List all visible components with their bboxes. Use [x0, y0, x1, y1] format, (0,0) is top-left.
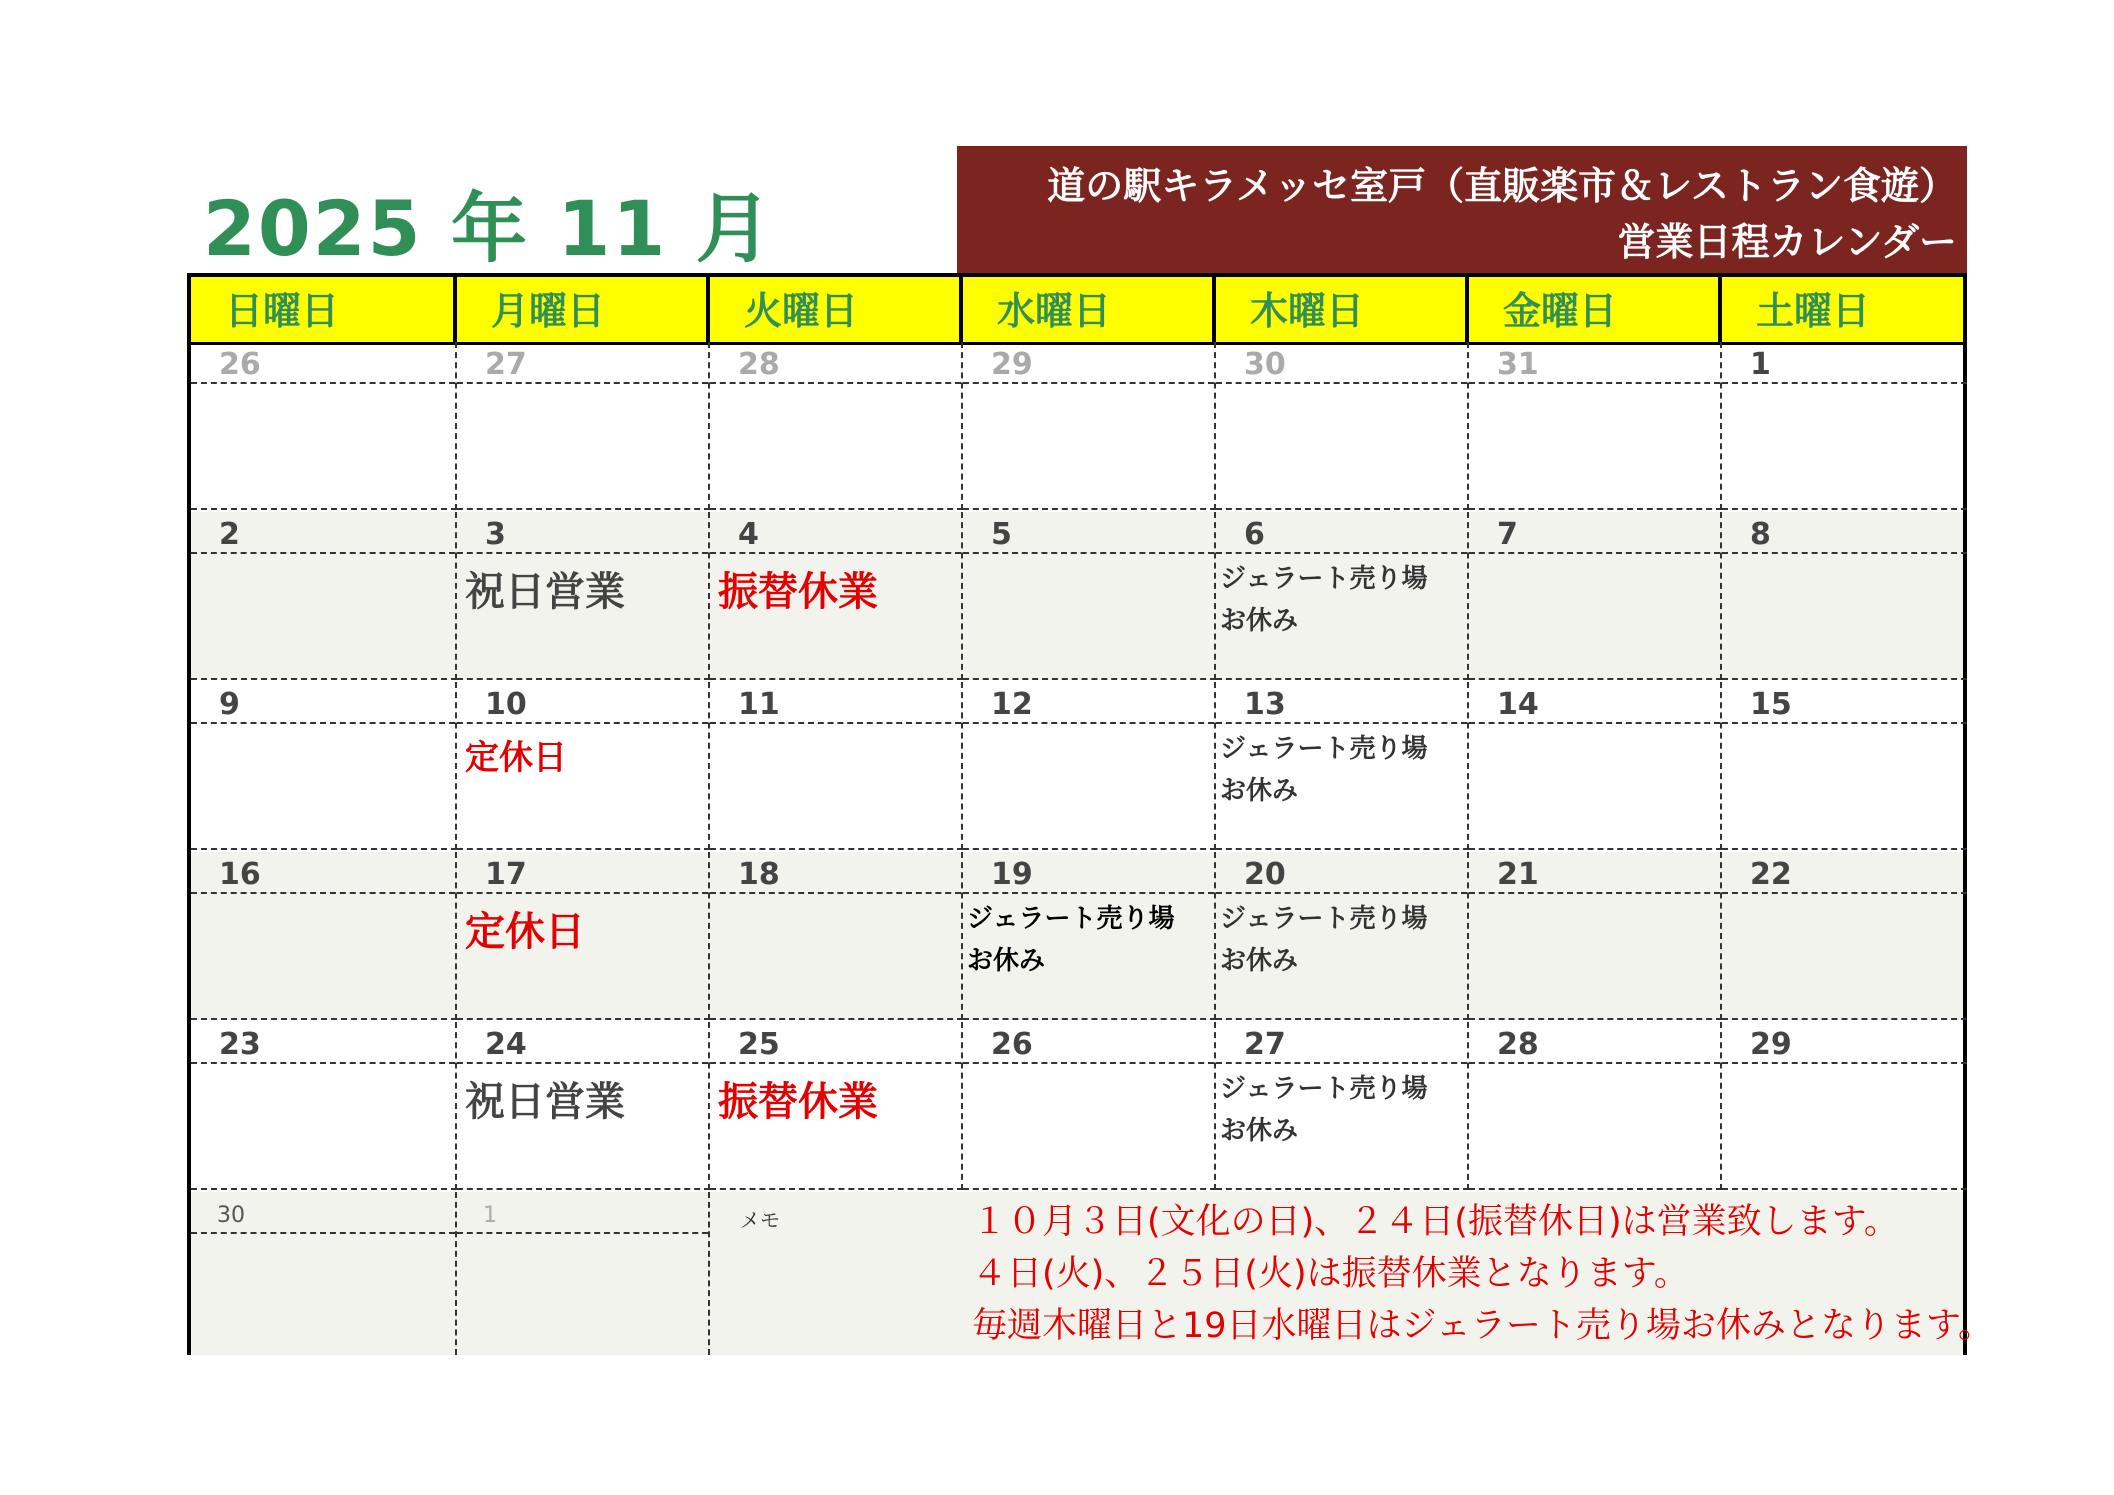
day-number: 30 [191, 1192, 455, 1234]
day-cell [1216, 342, 1469, 510]
day-note [1220, 1068, 1427, 1152]
day-note: 定休日 [465, 909, 585, 955]
weekday-tuesday: 火曜日 [710, 277, 963, 342]
day-number: 7 [1469, 512, 1720, 554]
day-number: 17 [457, 852, 708, 894]
day-cell [191, 342, 457, 510]
day-cell [710, 512, 963, 680]
memo-line: ４日(火)、２５日(火)は振替休業となります。 [972, 1254, 1689, 1294]
day-cell [1216, 682, 1469, 850]
memo-area [710, 1192, 1994, 1355]
day-cell [963, 342, 1216, 510]
day-number: 2 [191, 512, 455, 554]
day-number: 26 [191, 342, 455, 384]
day-cell [1469, 852, 1722, 1020]
day-number: 15 [1722, 682, 1967, 724]
day-note: 祝日営業 [465, 569, 625, 615]
day-cell [710, 852, 963, 1020]
day-number: 1 [457, 1192, 708, 1234]
header-banner [957, 146, 1967, 274]
day-number: 29 [1722, 1022, 1967, 1064]
memo-line: １０月３日(文化の日)、２４日(振替休日)は営業致します。 [972, 1202, 1899, 1242]
day-note-line: お休み [1220, 1116, 1299, 1146]
day-note-line: ジェラート売り場 [1220, 734, 1428, 764]
calendar-month-title: 2025 年 11 月 [203, 184, 774, 273]
day-note [1220, 728, 1427, 812]
week-row [191, 852, 1963, 1020]
day-number: 28 [1469, 1022, 1720, 1064]
day-number: 14 [1469, 682, 1720, 724]
day-note-line: ジェラート売り場 [1220, 1074, 1428, 1104]
day-number: 13 [1216, 682, 1467, 724]
memo-line: 毎週木曜日と19日水曜日はジェラート売り場お休みとなります。 [972, 1306, 1994, 1346]
day-cell [457, 512, 710, 680]
calendar-grid [187, 273, 1994, 1355]
weekday-friday: 金曜日 [1469, 277, 1722, 342]
day-number: 3 [457, 512, 708, 554]
day-cell [191, 1022, 457, 1190]
day-cell [457, 342, 710, 510]
day-cell [191, 852, 457, 1020]
day-number: 1 [1722, 342, 1967, 384]
header-store-name: 道の駅キラメッセ室戸（直販楽市＆レストラン食遊） [1047, 164, 1957, 208]
day-number: 6 [1216, 512, 1467, 554]
day-cell [1469, 1022, 1722, 1190]
day-note: 祝日営業 [465, 1079, 625, 1125]
day-number: 26 [963, 1022, 1214, 1064]
day-cell [963, 512, 1216, 680]
day-number: 30 [1216, 342, 1467, 384]
day-cell [963, 682, 1216, 850]
day-note-line: お休み [967, 946, 1046, 976]
day-note-line: お休み [1220, 776, 1299, 806]
day-cell-next-1 [457, 1192, 710, 1355]
week-row [191, 682, 1963, 850]
weekday-header-row [191, 277, 1963, 345]
weekday-thursday: 木曜日 [1216, 277, 1469, 342]
day-cell [1469, 342, 1722, 510]
day-number: 29 [963, 342, 1214, 384]
day-cell-30 [191, 1192, 457, 1355]
day-note [1220, 558, 1427, 642]
day-cell [1216, 1022, 1469, 1190]
day-note-line: お休み [1220, 606, 1299, 636]
day-note: 振替休業 [718, 569, 878, 615]
weekday-sunday: 日曜日 [191, 277, 457, 342]
day-cell [457, 852, 710, 1020]
day-number: 16 [191, 852, 455, 894]
day-number: 12 [963, 682, 1214, 724]
day-cell [191, 512, 457, 680]
day-number: 23 [191, 1022, 455, 1064]
header-calendar-title: 営業日程カレンダー [1617, 220, 1957, 264]
day-number: 9 [191, 682, 455, 724]
day-number: 11 [710, 682, 961, 724]
week-row [191, 1022, 1963, 1190]
weekday-saturday: 土曜日 [1756, 289, 1871, 333]
day-cell [1722, 1022, 1967, 1190]
day-note-line: ジェラート売り場 [1220, 564, 1428, 594]
day-cell [191, 682, 457, 850]
day-cell [1216, 852, 1469, 1020]
day-number: 4 [710, 512, 961, 554]
day-cell [1722, 852, 1967, 1020]
day-number: 31 [1469, 342, 1720, 384]
day-number: 25 [710, 1022, 961, 1064]
day-cell [1722, 682, 1967, 850]
day-number: 21 [1469, 852, 1720, 894]
day-cell [1469, 682, 1722, 850]
day-number: 27 [1216, 1022, 1467, 1064]
day-cell [710, 342, 963, 510]
day-note-line: ジェラート売り場 [967, 904, 1175, 934]
day-cell [710, 1022, 963, 1190]
day-note [967, 898, 1174, 982]
day-cell [1722, 342, 1967, 510]
day-number: 5 [963, 512, 1214, 554]
day-number: 28 [710, 342, 961, 384]
day-note: 定休日 [465, 738, 567, 778]
day-number: 18 [710, 852, 961, 894]
weekday-wednesday: 水曜日 [963, 277, 1216, 342]
weekday-monday: 月曜日 [457, 277, 710, 342]
day-cell [963, 852, 1216, 1020]
day-cell [1216, 512, 1469, 680]
day-number: 22 [1722, 852, 1967, 894]
week-row [191, 512, 1963, 680]
memo-lines [972, 1196, 1993, 1352]
day-number: 24 [457, 1022, 708, 1064]
day-number: 20 [1216, 852, 1467, 894]
last-row [191, 1192, 1994, 1355]
week-row [191, 342, 1963, 510]
day-cell [710, 682, 963, 850]
day-cell [457, 1022, 710, 1190]
day-note [1220, 898, 1427, 982]
day-note-line: ジェラート売り場 [1220, 904, 1428, 934]
memo-label: メモ [740, 1208, 780, 1232]
day-number: 8 [1722, 512, 1967, 554]
day-cell [1469, 512, 1722, 680]
day-cell [457, 682, 710, 850]
day-number: 10 [457, 682, 708, 724]
day-note: 振替休業 [718, 1079, 878, 1125]
day-cell [963, 1022, 1216, 1190]
day-cell [1722, 512, 1967, 680]
day-number: 27 [457, 342, 708, 384]
day-note-line: お休み [1220, 946, 1299, 976]
day-number: 19 [963, 852, 1214, 894]
